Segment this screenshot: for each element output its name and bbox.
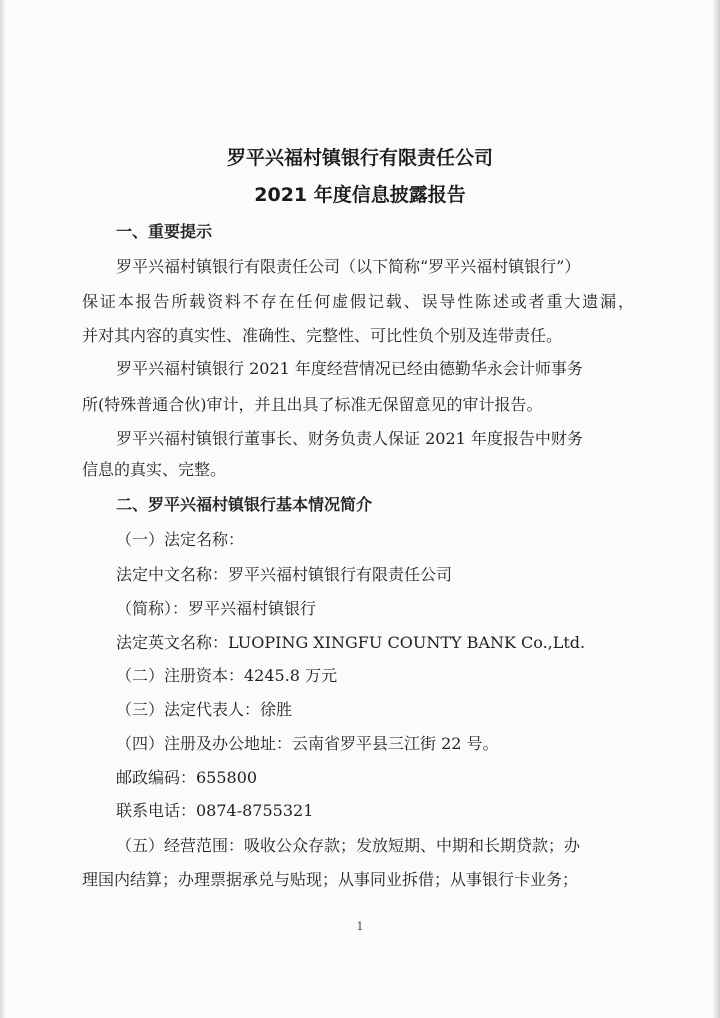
page-number: 1 (356, 920, 364, 933)
document-title-line-2: 2021 年度信息披露报告 (254, 184, 466, 206)
english-name: 法定英文名称：LUOPING XINGFU COUNTY BANK Co.,Ltd. (116, 633, 586, 652)
document-title-line-1: 罗平兴福村镇银行有限责任公司 (226, 147, 493, 169)
chinese-name: 法定中文名称：罗平兴福村镇银行有限责任公司 (116, 565, 453, 584)
business-scope-line-2: 理国内结算；办理票据承兑与贴现；从事同业拆借；从事银行卡业务； (82, 870, 579, 889)
registered-capital: （二）注册资本：4245.8 万元 (116, 666, 338, 685)
paragraph-3-line-2: 信息的真实、完整。 (82, 460, 227, 479)
registered-address: （四）注册及办公地址：云南省罗平县三江街 22 号。 (116, 734, 499, 753)
paragraph-1-line-2: 保证本报告所载资料不存在任何虚假记载、误导性陈述或者重大遗漏， (82, 292, 634, 311)
business-scope-line-1: （五）经营范围：吸收公众存款；发放短期、中期和长期贷款；办 (116, 836, 581, 855)
paragraph-1-line-3: 并对其内容的真实性、准确性、完整性、可比性负个别及连带责任。 (82, 326, 563, 345)
paragraph-3-line-1: 罗平兴福村镇银行董事长、财务负责人保证 2021 年度报告中财务 (116, 429, 583, 448)
legal-name-label: （一）法定名称： (116, 530, 245, 549)
paragraph-2-line-2: 所(特殊普通合伙)审计，并且出具了标准无保留意见的审计报告。 (82, 395, 543, 414)
legal-representative: （三）法定代表人：徐胜 (116, 700, 293, 719)
short-name: （简称）：罗平兴福村镇银行 (116, 599, 317, 618)
section-1-heading: 一、重要提示 (116, 222, 213, 241)
paragraph-2-line-1: 罗平兴福村镇银行 2021 年度经营情况已经由德勤华永会计师事务 (116, 359, 583, 378)
paragraph-1-line-1: 罗平兴福村镇银行有限责任公司（以下简称“罗平兴福村镇银行”） (116, 257, 581, 276)
postal-code: 邮政编码：655800 (116, 768, 258, 787)
section-2-heading: 二、罗平兴福村镇银行基本情况简介 (116, 495, 373, 514)
phone-number: 联系电话：0874-8755321 (116, 801, 314, 820)
